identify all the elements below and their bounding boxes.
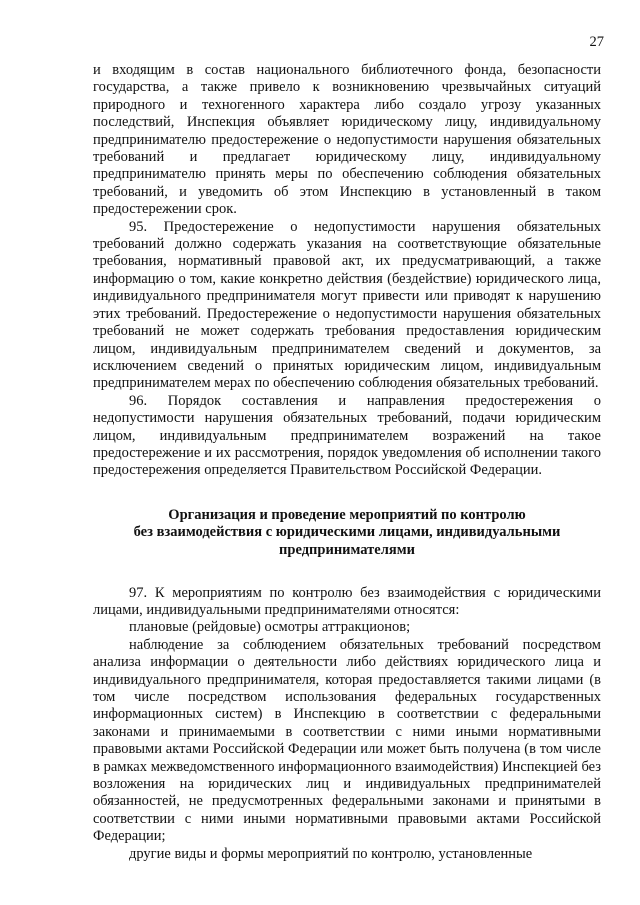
list-item-observation: наблюдение за соблюдением обязательных требований посредством анализа информации о деятельности либо действиях юридического лица и индивидуального предпринимателя, которая предоставляется такими лицами (в том числе посредством использования федеральных государственных информационных систем) в Инспекцию в соответствии с федеральными законами и принимаемыми в соответствии с ними иными нормативными правовыми актами Российской Федерации или может быть получена (в том числе в рамках межведомственного информационного взаимодействия) Инспекцией без возложения на юридических лиц и индивидуальных предпринимателей обязанностей, не предусмотренных федеральными законами и принятыми в соответствии с ними иными нормативными правовыми актами Российской Федерации; <box>93 636 601 845</box>
paragraph-95: 95. Предостережение о недопустимости нарушения обязательных требований должно содержать указания на соответствующие обязательные требования, нормативный правовой акт, их предусматривающий, а также информацию о том, какие конкретно действия (бездействие) юридического лица, индивидуального предпринимателя могут привести или приводят к нарушению этих требований. Предостережение о недопустимости нарушения обязательных требований не может содержать требования предоставления юридическим лицом, индивидуальным предпринимателем сведений и документов, за исключением сведений о принятых юридическим лицом, индивидуальным предпринимателем мерах по обеспечению соблюдения обязательных требований. <box>93 218 601 392</box>
page-number: 27 <box>589 34 604 50</box>
section-heading-line: Организация и проведение мероприятий по контролю <box>168 506 526 523</box>
paragraph-96: 96. Порядок составления и направления предостережения о недопустимости нарушения обязательных требований, подачи юридическим лицом, индивидуальным предпринимателем возражений на такое предостережение и их рассмотрения, порядок уведомления об исполнении такого предостережения определяется Правительством Российской Федерации. <box>93 392 601 479</box>
section-heading-line: предпринимателями <box>279 541 415 558</box>
section-heading <box>93 507 601 560</box>
section-heading-line: без взаимодействия с юридическими лицами, индивидуальными <box>133 524 561 541</box>
paragraph-continuation: и входящим в состав национального библиотечного фонда, безопасности государства, а также привело к возникновению чрезвычайных ситуаций природного и техногенного характера либо создало угрозу указанных последствий, Инспекция объявляет юридическому лицу, индивидуальному предпринимателю предостережение о недопустимости нарушения обязательных требований и предлагает юридическому лицу, индивидуальному предпринимателю принять меры по обеспечению соблюдения обязательных требований, и уведомить об этом Инспекцию в установленный в таком предостережении срок. <box>93 62 601 218</box>
paragraph-97: 97. К мероприятиям по контролю без взаимодействия с юридическими лицами, индивидуальными предпринимателями относятся: <box>93 584 601 618</box>
list-item-inspections: плановые (рейдовые) осмотры аттракционов; <box>129 619 411 636</box>
document-body <box>93 62 601 863</box>
list-item-other: другие виды и формы мероприятий по контролю, установленные <box>129 845 533 862</box>
